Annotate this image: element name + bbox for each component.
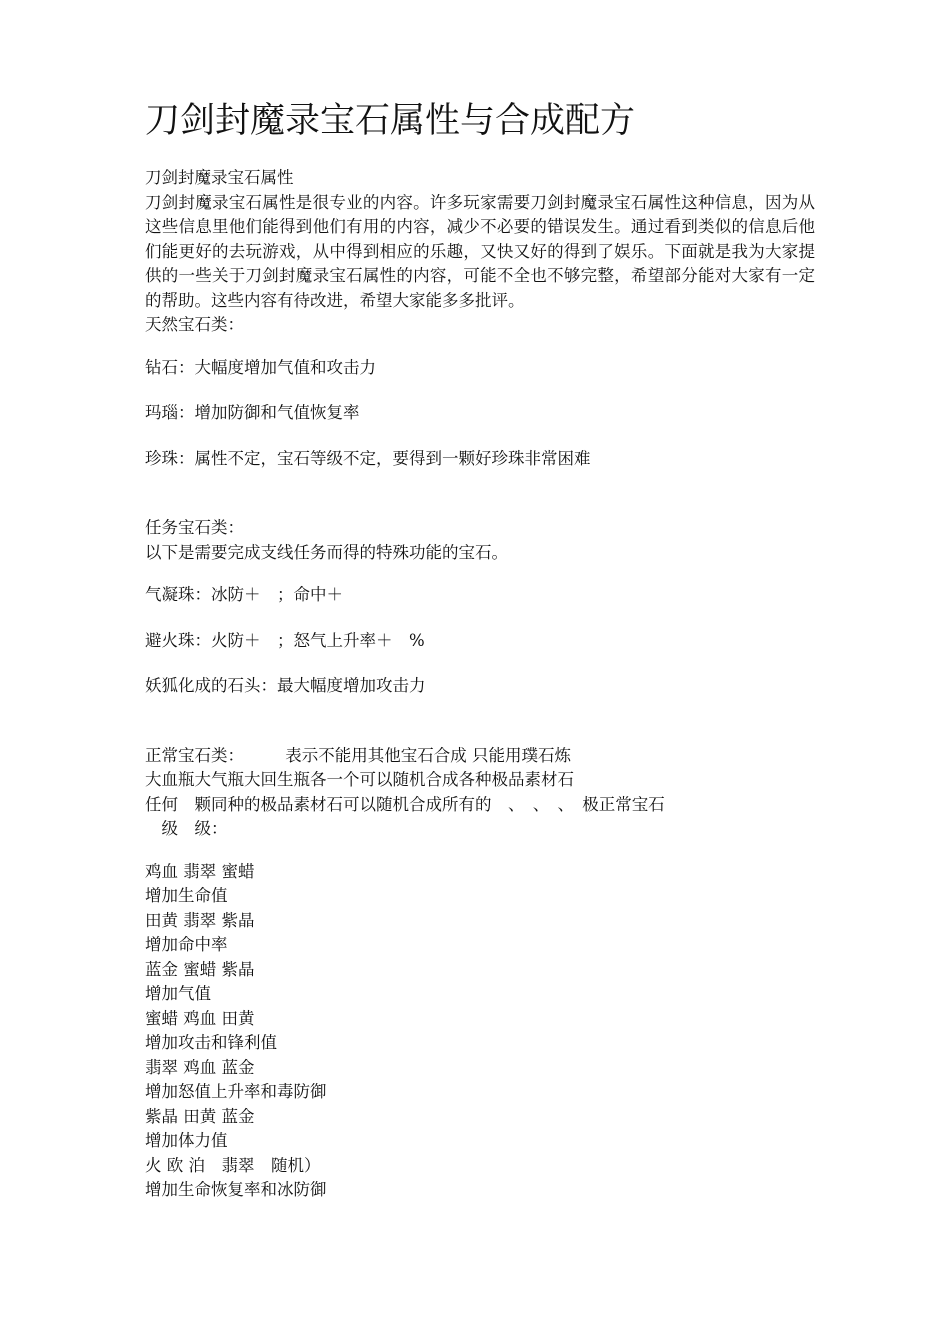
intro-paragraph: 刀剑封魔录宝石属性是很专业的内容。许多玩家需要刀剑封魔录宝石属性这种信息，因为从这些信息里他们能得到他们有用的内容，减少不必要的错误发生。通过看到类似的信息后他们能更好的去玩游戏，从中得到相应的乐趣，又快又好的得到了娱乐。下面就是我为大家提供的一些关于刀剑封魔录宝石属性的内容，可能不全也不够完整，希望部分能对大家有一定的帮助。这些内容有待改进，希望大家能多多批评。 (145, 192, 815, 310)
recipe-ingredients: 蜜蜡 鸡血 田黄 (145, 1008, 255, 1028)
quest-gems-heading: 任务宝石类： (145, 518, 244, 537)
recipe-effect: 增加气值 (145, 984, 211, 1003)
recipe-ingredients: 紫晶 田黄 蓝金 (145, 1106, 255, 1126)
normal-gems-line: 大血瓶大气瓶大回生瓶各一个可以随机合成各种极品素材石 (145, 770, 574, 789)
quest-gem-item: 气凝珠：冰防＋ ；命中＋ (145, 585, 343, 604)
natural-gem-item: 钻石：大幅度增加气值和攻击力 (145, 357, 376, 377)
recipe-ingredients: 火 欧 泊 翡翠 随机） (145, 1155, 321, 1175)
natural-gem-item: 玛瑙：增加防御和气值恢复率 (145, 403, 360, 422)
quest-gem-item: 避火珠：火防＋ ；怒气上升率＋ % (145, 630, 425, 650)
recipe-effect: 增加生命恢复率和冰防御 (145, 1180, 327, 1199)
normal-gems-line: 任何 颗同种的极品素材石可以随机合成所有的 、 、 、 极正常宝石 (145, 794, 665, 814)
recipe-ingredients: 翡翠 鸡血 蓝金 (145, 1057, 255, 1077)
document-title: 刀剑封魔录宝石属性与合成配方 (145, 101, 636, 141)
quest-gems-description: 以下是需要完成支线任务而得的特殊功能的宝石。 (145, 542, 508, 562)
recipe-effect: 增加攻击和锋利值 (145, 1033, 277, 1052)
natural-gem-item: 珍珠：属性不定，宝石等级不定，要得到一颗好珍珠非常困难 (145, 448, 591, 468)
natural-gems-heading: 天然宝石类： (145, 315, 244, 334)
recipe-effect: 增加体力值 (145, 1131, 228, 1150)
recipe-effect: 增加命中率 (145, 935, 228, 954)
quest-gem-item: 妖狐化成的石头：最大幅度增加攻击力 (145, 676, 426, 695)
normal-gems-line: 级 级： (145, 819, 228, 838)
section-subtitle: 刀剑封魔录宝石属性 (145, 168, 294, 187)
recipe-ingredients: 蓝金 蜜蜡 紫晶 (145, 959, 255, 979)
recipe-effect: 增加怒值上升率和毒防御 (145, 1082, 327, 1101)
normal-gems-heading: 正常宝石类： 表示不能用其他宝石合成 只能用璞石炼 (145, 745, 571, 765)
recipe-ingredients: 鸡血 翡翠 蜜蜡 (145, 861, 255, 881)
document-page (145, 98, 815, 1203)
recipe-effect: 增加生命值 (145, 886, 228, 905)
recipe-ingredients: 田黄 翡翠 紫晶 (145, 910, 255, 930)
